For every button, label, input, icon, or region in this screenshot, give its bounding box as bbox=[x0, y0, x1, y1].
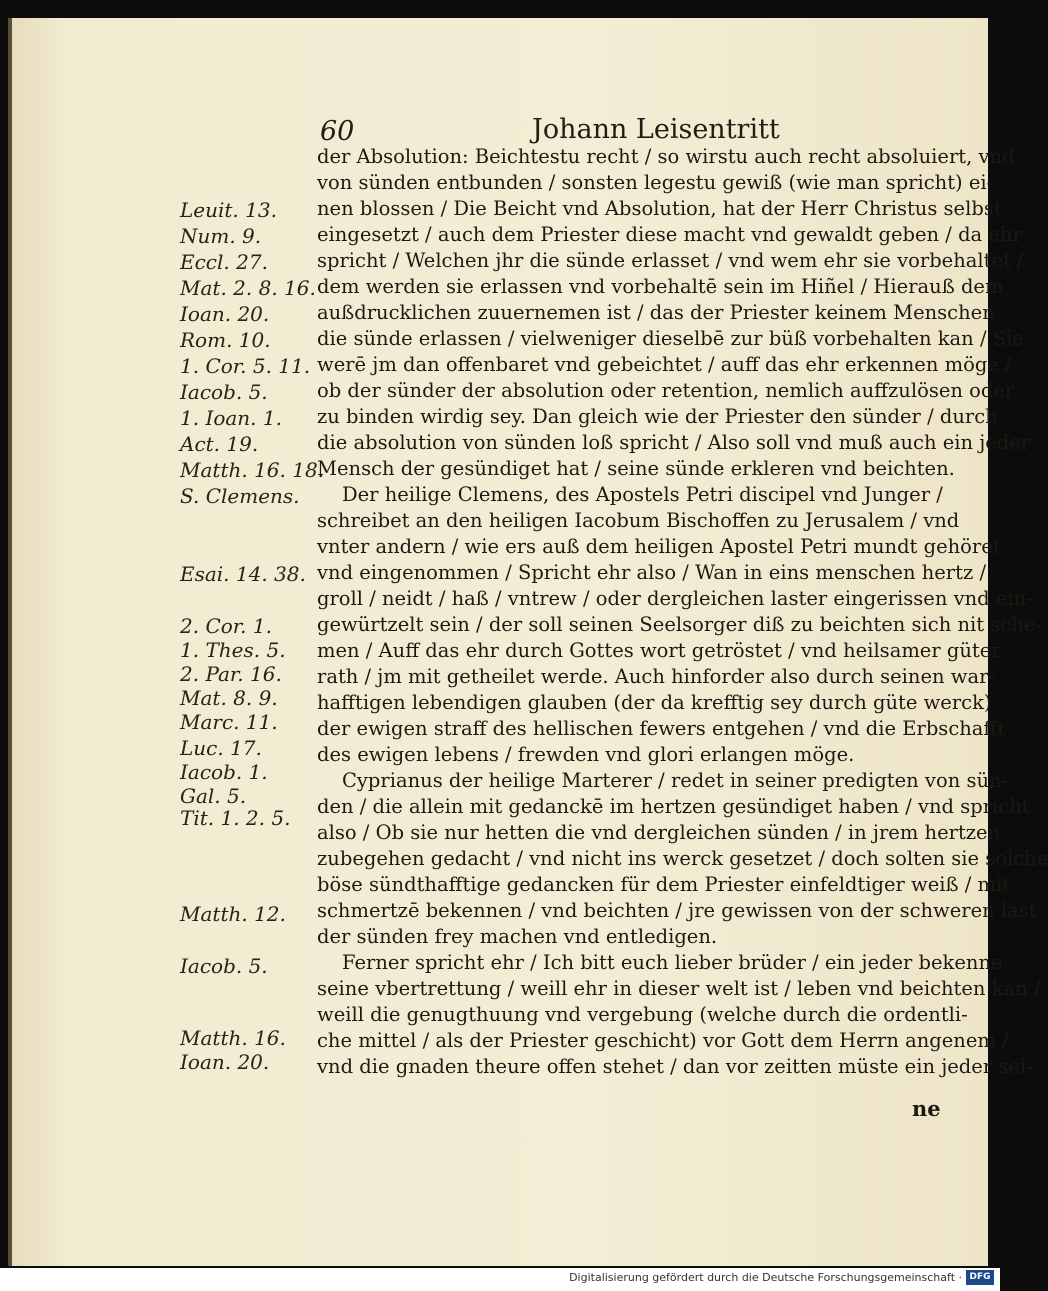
text-line: vnter andern / wie ers auß dem heiligen Apostel Petri mundt gehöret bbox=[317, 535, 1001, 558]
catchword: ne bbox=[912, 1096, 941, 1121]
margin-note: 1. Thes. 5. bbox=[180, 638, 286, 662]
text-line: des ewigen lebens / frewden vnd glori erlangen möge. bbox=[317, 743, 855, 766]
margin-note: Mat. 2. 8. 16. bbox=[180, 276, 316, 300]
text-line: der sünden frey machen vnd entledigen. bbox=[317, 925, 718, 948]
text-line: vnd eingenommen / Spricht ehr also / Wan in eins menschen hertz / bbox=[317, 561, 987, 584]
margin-note: S. Clemens. bbox=[180, 484, 300, 508]
margin-note: Mat. 8. 9. bbox=[180, 686, 278, 710]
text-line: dem werden sie erlassen vnd vorbehaltē sein im Hiñel / Hierauß dem bbox=[317, 275, 1004, 298]
text-line: die absolution von sünden loß spricht / Also soll vnd muß auch ein jeder bbox=[317, 431, 1031, 454]
footer-bar bbox=[0, 1268, 1000, 1291]
page-number: 60 bbox=[320, 116, 355, 147]
funding-notice: Digitalisierung gefördert durch die Deutsche Forschungsgemeinschaft · bbox=[569, 1271, 962, 1284]
text-line: zubegehen gedacht / vnd nicht ins werck gesetzet / doch solten sie solche bbox=[317, 847, 1048, 870]
text-line: seine vbertrettung / weill ehr in dieser welt ist / leben vnd beichten kan / bbox=[317, 977, 1041, 1000]
margin-note: Ioan. 20. bbox=[180, 302, 270, 326]
margin-note: Luc. 17. bbox=[180, 736, 262, 760]
running-title: Johann Leisentritt bbox=[532, 114, 780, 145]
text-line: der ewigen straff des hellischen fewers entgehen / vnd die Erbschafft bbox=[317, 717, 1006, 740]
margin-note: Leuit. 13. bbox=[180, 198, 277, 222]
margin-note: Rom. 10. bbox=[180, 328, 271, 352]
text-line: Ferner spricht ehr / Ich bitt euch lieber brüder / ein jeder bekenne bbox=[342, 951, 1003, 974]
text-line: außdrucklichen zuuernemen ist / das der Priester keinem Menschen bbox=[317, 301, 995, 324]
text-line: spricht / Welchen jhr die sünde erlasset / vnd wem ehr sie vorbehaltet / bbox=[317, 249, 1024, 272]
book-page bbox=[8, 18, 1048, 1266]
text-line: weill die genugthuung vnd vergebung (welche durch die ordentli- bbox=[317, 1003, 968, 1026]
text-line: rath / jm mit getheilet werde. Auch hinforder also durch seinen war- bbox=[317, 665, 995, 688]
margin-note: Matth. 16. bbox=[180, 1026, 286, 1050]
margin-note: Marc. 11. bbox=[180, 710, 278, 734]
margin-note: Esai. 14. 38. bbox=[180, 562, 306, 586]
text-line: hafftigen lebendigen glauben (der da krefftig sey durch güte werck) bbox=[317, 691, 992, 714]
text-line: die sünde erlassen / vielweniger dieselbē zur büß vorbehalten kan / Sie bbox=[317, 327, 1024, 350]
margin-note: Eccl. 27. bbox=[180, 250, 268, 274]
text-line: men / Auff das ehr durch Gottes wort getröstet / vnd heilsamer güter bbox=[317, 639, 1001, 662]
text-line: von sünden entbunden / sonsten legestu gewiß (wie man spricht) ei- bbox=[317, 171, 994, 194]
text-line: nen blossen / Die Beicht vnd Absolution, hat der Herr Christus selbst bbox=[317, 197, 1002, 220]
text-line: der Absolution: Beichtestu recht / so wirstu auch recht absoluiert, vnd bbox=[317, 145, 1015, 168]
margin-note: Gal. 5. bbox=[180, 784, 247, 808]
margin-note: Iacob. 1. bbox=[180, 760, 268, 784]
text-line: also / Ob sie nur hetten die vnd dergleichen sünden / in jrem hertzen bbox=[317, 821, 1001, 844]
margin-note: Matth. 16. 18. bbox=[180, 458, 325, 482]
text-line: Mensch der gesündiget hat / seine sünde erkleren vnd beichten. bbox=[317, 457, 955, 480]
text-line: zu binden wirdig sey. Dan gleich wie der Priester den sünder / durch bbox=[317, 405, 998, 428]
margin-note: 2. Cor. 1. bbox=[180, 614, 272, 638]
margin-note: Iacob. 5. bbox=[180, 954, 268, 978]
text-line: den / die allein mit gedanckē im hertzen gesündiget haben / vnd spricht bbox=[317, 795, 1030, 818]
text-line: werē jm dan offenbaret vnd gebeichtet / auff das ehr erkennen möge / bbox=[317, 353, 1012, 376]
text-line: gewürtzelt sein / der soll seinen Seelsorger diß zu beichten sich nit sche- bbox=[317, 613, 1042, 636]
margin-note: 1. Cor. 5. 11. bbox=[180, 354, 311, 378]
text-line: Der heilige Clemens, des Apostels Petri discipel vnd Junger / bbox=[342, 483, 943, 506]
margin-note: Ioan. 20. bbox=[180, 1050, 270, 1074]
text-line: vnd die gnaden theure offen stehet / dan vor zeitten müste ein jeder sei- bbox=[317, 1055, 1033, 1078]
margin-note: Tit. 1. 2. 5. bbox=[180, 806, 291, 830]
dfg-logo: DFG bbox=[966, 1270, 994, 1285]
margin-note: Num. 9. bbox=[180, 224, 262, 248]
text-line: che mittel / als der Priester geschicht) vor Gott dem Herrn angenem / bbox=[317, 1029, 1009, 1052]
margin-note: 1. Ioan. 1. bbox=[180, 406, 282, 430]
margin-note: 2. Par. 16. bbox=[180, 662, 282, 686]
text-line: Cyprianus der heilige Marterer / redet in seiner predigten von sün- bbox=[342, 769, 1009, 792]
text-line: böse sündthafftige gedancken für dem Priester einfeldtiger weiß / mit bbox=[317, 873, 1011, 896]
margin-note: Iacob. 5. bbox=[180, 380, 268, 404]
margin-note: Act. 19. bbox=[180, 432, 259, 456]
text-line: schreibet an den heiligen Iacobum Bischoffen zu Jerusalem / vnd bbox=[317, 509, 960, 532]
text-line: ob der sünder der absolution oder retention, nemlich auffzulösen oder bbox=[317, 379, 1015, 402]
text-line: groll / neidt / haß / vntrew / oder dergleichen laster eingerissen vnd ein- bbox=[317, 587, 1033, 610]
text-line: eingesetzt / auch dem Priester diese macht vnd gewaldt geben / da ehr bbox=[317, 223, 1022, 246]
margin-note: Matth. 12. bbox=[180, 902, 286, 926]
text-line: schmertzē bekennen / vnd beichten / jre gewissen von der schweren last bbox=[317, 899, 1037, 922]
